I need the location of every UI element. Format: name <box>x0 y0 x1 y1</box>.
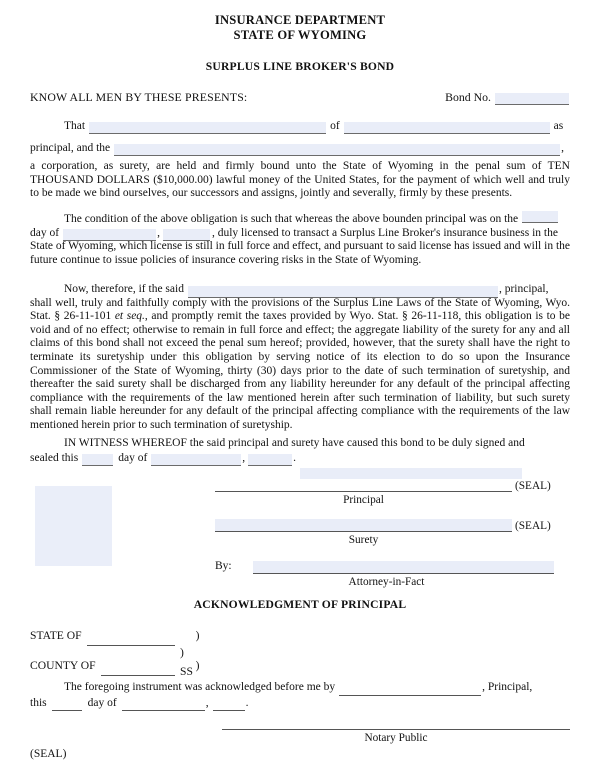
foregoing-principal-field[interactable] <box>339 684 481 696</box>
witness-month-field[interactable] <box>151 454 241 466</box>
document-header <box>0 0 600 74</box>
bond-no-label: Bond No. <box>445 90 491 104</box>
principal-signature-line[interactable] <box>215 479 512 492</box>
foregoing-principal-label: , Principal, <box>482 681 533 693</box>
surety-signature-block <box>215 519 570 547</box>
of-label: of <box>330 120 340 132</box>
attorney-signature-block <box>215 560 575 589</box>
ack-day-of-label: day of <box>87 696 117 709</box>
witness-year-field[interactable] <box>248 454 292 466</box>
principal-signature-block <box>215 479 570 507</box>
paren-open-1: ) <box>195 629 200 642</box>
acknowledgment-venue <box>30 626 200 678</box>
surety-seal-label: (SEAL) <box>515 520 551 532</box>
et-seq-italic: et seq. <box>114 310 145 323</box>
foregoing-lead-label: The foregoing instrument was acknowledged before me by <box>64 681 336 693</box>
county-of-label: COUNTY OF <box>30 659 96 672</box>
witness-day-field[interactable] <box>82 454 113 466</box>
county-of-row <box>30 656 199 675</box>
ack-month-field[interactable] <box>122 699 205 711</box>
that-clause-row-1 <box>30 119 570 133</box>
that-clause-row-2 <box>30 141 570 155</box>
surety-caption: Surety <box>348 534 379 546</box>
that-label: That <box>64 120 86 132</box>
ack-period: . <box>245 696 249 709</box>
condition-paragraph <box>30 211 570 267</box>
witness-period: . <box>293 451 297 464</box>
witness-sealed-this-label: sealed this <box>30 451 79 464</box>
now-therefore-lead-row <box>30 283 570 297</box>
ack-day-field[interactable] <box>52 699 82 711</box>
principal-name-field[interactable] <box>89 122 326 134</box>
state-of-label: STATE OF <box>30 629 82 642</box>
foregoing-date-row <box>30 697 570 711</box>
condition-lead-row <box>30 211 570 227</box>
county-of-field[interactable] <box>101 664 175 676</box>
know-all-men-label: KNOW ALL MEN BY THESE PRESENTS: <box>30 90 248 104</box>
witness-date-row <box>30 452 570 466</box>
paren-open-2: ) <box>195 659 200 672</box>
by-label: By: <box>215 560 232 572</box>
principal-caption: Principal <box>343 494 384 506</box>
acknowledgment-title: ACKNOWLEDGMENT OF PRINCIPAL <box>193 598 407 611</box>
state-of-row <box>30 626 199 645</box>
header-line-insurance-department: INSURANCE DEPARTMENT <box>214 13 386 27</box>
principal-and-the-label: principal, and the <box>30 142 111 154</box>
document-title: SURPLUS LINE BROKER'S BOND <box>205 60 395 73</box>
principal-signature-shade <box>300 468 522 479</box>
surety-name-field[interactable] <box>114 144 560 156</box>
now-therefore-body-b: , and promptly remit the taxes provided by Wyo. Stat. § 26-11-118, this obligation is to be void and of no effect; otherwise to remain in full force and effect; the aggregate liability of the surety for any and all claims of this bond shall not exceed the penal sum hereof; provided, however, that the surety shall have the right to terminate its suretyship under this obligation by serving notice of its election to do so upon the Insurance Commissioner of the State of Wyoming, thirty (30) days prior to the date of such termination of suretyship, and thereafter the said surety shall be discharged from any liability hereunder for any default of the principal affecting compliance with the requirements of the law mentioned herein after such termination of liability, but such surety shall remain liable hereunder for any default of the principal affecting compliance with the requirements of the law mentioned herein prior to such termination of suretyship. <box>30 310 571 431</box>
penal-sum-text: a corporation, as surety, are held and firmly bound unto the State of Wyoming in the penal sum of TEN THOUSAND DOLLARS ($10,000.00) lawful money of the United States, for the payment of which well and truly to be made we bind ourselves, our successors and assigns, jointly and severally, firmly by these presents. <box>30 160 570 200</box>
condition-date-row <box>30 227 570 241</box>
foregoing-lead-row <box>30 681 570 695</box>
as-label: as <box>553 120 564 132</box>
seal-area-shade-box <box>35 486 112 566</box>
penal-sum-paragraph <box>30 160 570 201</box>
witness-day-of-label: day of <box>118 451 148 464</box>
witness-comma: , <box>242 451 246 464</box>
now-therefore-lead-label: Now, therefore, if the said <box>64 283 184 295</box>
ack-comma: , <box>205 696 209 709</box>
witness-paragraph <box>30 437 570 465</box>
surety-signature-line[interactable] <box>215 519 512 532</box>
ss-label: ) SS <box>180 646 193 678</box>
notary-seal-label: (SEAL) <box>30 748 67 760</box>
now-therefore-principal-label: , principal, <box>498 283 549 295</box>
condition-day-field[interactable] <box>522 211 558 223</box>
condition-day-of-label: day of <box>30 226 60 239</box>
ack-year-field[interactable] <box>213 699 245 711</box>
attorney-caption: Attorney-in-Fact <box>348 576 425 588</box>
this-label: this <box>30 696 47 709</box>
now-therefore-body <box>30 297 570 433</box>
principal-seal-label: (SEAL) <box>515 480 551 492</box>
notary-block <box>222 728 570 745</box>
principal-address-field[interactable] <box>344 122 550 134</box>
header-line-state-of-wyoming: STATE OF WYOMING <box>233 28 367 42</box>
notary-caption: Notary Public <box>364 732 428 744</box>
state-of-field[interactable] <box>87 634 175 646</box>
foregoing-paragraph <box>30 681 570 710</box>
know-all-men-row <box>30 90 570 104</box>
attorney-signature-line[interactable] <box>253 561 554 574</box>
condition-date-comma: , <box>157 226 160 239</box>
now-therefore-body-a: shall well, truly and faithfully comply with the provisions of the Surplus Line Laws of the State of Wyoming, Wyo. Stat. § 26-11-101 <box>30 296 570 323</box>
bond-no-field[interactable] <box>495 93 569 105</box>
witness-lead-text: IN WITNESS WHEREOF the said principal and surety have caused this bond to be duly signed and <box>64 437 525 449</box>
condition-rest-text: State of Wyoming, which license is still in full force and effect, and pursuant to said license has issued and will in the future continue to issue policies of insurance covering risks in the State of Wyoming. <box>30 240 570 266</box>
condition-lead-text: The condition of the above obligation is such that whereas the above bounden principal was on the <box>64 213 519 225</box>
now-therefore-paragraph <box>30 283 570 433</box>
that-clause-comma: , <box>561 142 565 154</box>
condition-rest-inline: , duly licensed to transact a Surplus Line Broker's insurance business in the <box>211 226 558 239</box>
